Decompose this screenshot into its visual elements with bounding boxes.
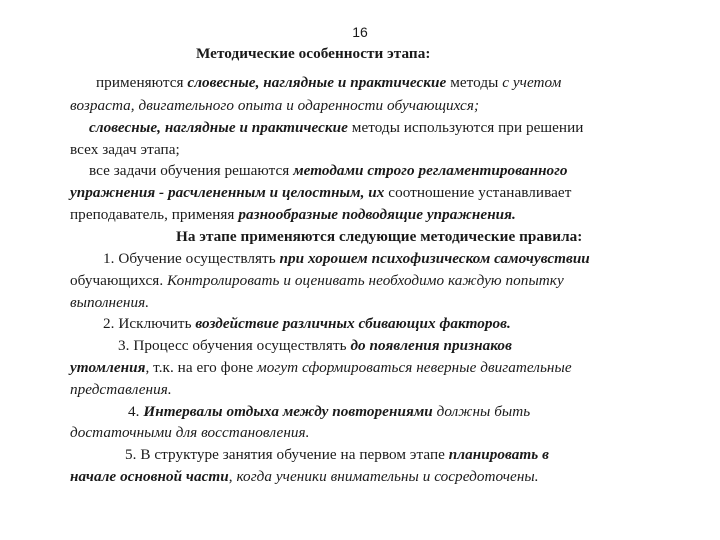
heading-text: На этапе применяются следующие методические правила:: [176, 228, 583, 245]
italic-run: должны быть: [432, 403, 531, 420]
rule-1-line-3: [70, 293, 149, 312]
emphasis-run: до появления признаков: [350, 337, 512, 354]
text-run: ,: [228, 468, 237, 485]
heading-methodical-rules: [176, 227, 582, 246]
text-run: соотношение устанавливает: [384, 184, 572, 201]
heading-methodical-features: [196, 44, 430, 63]
rule-3-line-3: [70, 380, 172, 399]
text-run: все задачи обучения решаются: [89, 162, 294, 179]
emphasis-run: воздействие различных сбивающих факторов.: [195, 315, 511, 332]
paragraph-1-line-1: [96, 73, 561, 92]
page-number: 16: [352, 24, 368, 40]
rule-4-line-1: [128, 402, 530, 421]
rule-1-line-2: [70, 271, 564, 290]
italic-run: Контролировать и оценивать необходимо каждую попытку: [167, 272, 564, 289]
emphasis-run: начале основной части: [70, 468, 229, 485]
rule-3-line-2: [70, 358, 572, 377]
italic-run: могут сформироваться неверные двигательные: [257, 359, 572, 376]
paragraph-3-line-2: [70, 183, 571, 202]
text-run: применяются: [96, 74, 188, 91]
text-run: 5. В структуре занятия обучение на первом этапе: [125, 446, 449, 463]
emphasis-run: планировать в: [448, 446, 549, 463]
text-run: обучающихся.: [70, 272, 168, 289]
emphasis-run: утомления: [70, 359, 146, 376]
italic-run: с учетом: [502, 74, 562, 91]
emphasis-run: упражнения - расчлененным и целостным, их: [70, 184, 385, 201]
rule-5-line-2: [70, 467, 539, 486]
italic-run: возраста, двигательного опыта и одаренности обучающихся;: [70, 97, 480, 114]
italic-run: представления.: [70, 381, 172, 398]
emphasis-run: словесные, наглядные и практические: [187, 74, 447, 91]
text-run: 2. Исключить: [103, 315, 196, 332]
paragraph-3-line-3: [70, 205, 516, 224]
italic-run: достаточными для восстановления.: [70, 424, 310, 441]
rule-1-line-1: [103, 249, 590, 268]
text-run: 3. Процесс обучения осуществлять: [118, 337, 351, 354]
italic-run: когда ученики внимательны и сосредоточены.: [236, 468, 539, 485]
rule-2-line-1: [103, 314, 511, 333]
text-run: преподаватель, применяя: [70, 206, 239, 223]
italic-run: выполнения.: [70, 294, 150, 311]
rule-5-line-1: [125, 445, 549, 464]
paragraph-2-line-2: [70, 140, 180, 159]
text-run: всех задач этапа;: [70, 141, 180, 158]
emphasis-run: при хорошем психофизическом самочувствии: [279, 250, 590, 267]
emphasis-run: разнообразные подводящие упражнения.: [238, 206, 516, 223]
paragraph-3-line-1: [89, 161, 568, 180]
text-run: методы используются при решении: [347, 119, 584, 136]
emphasis-run: методами строго регламентированного: [293, 162, 568, 179]
emphasis-run: Интервалы отдыха между повторениями: [143, 403, 433, 420]
paragraph-1-line-2: [70, 96, 479, 115]
heading-text: Методические особенности этапа:: [196, 45, 431, 62]
text-run: , т.к. на его фоне: [145, 359, 258, 376]
rule-4-line-2: [70, 423, 310, 442]
text-run: 1. Обучение осуществлять: [103, 250, 280, 267]
text-run: методы: [446, 74, 503, 91]
emphasis-run: словесные, наглядные и практические: [89, 119, 348, 136]
text-run: 4.: [128, 403, 144, 420]
paragraph-2-line-1: [89, 118, 583, 137]
rule-3-line-1: [118, 336, 512, 355]
